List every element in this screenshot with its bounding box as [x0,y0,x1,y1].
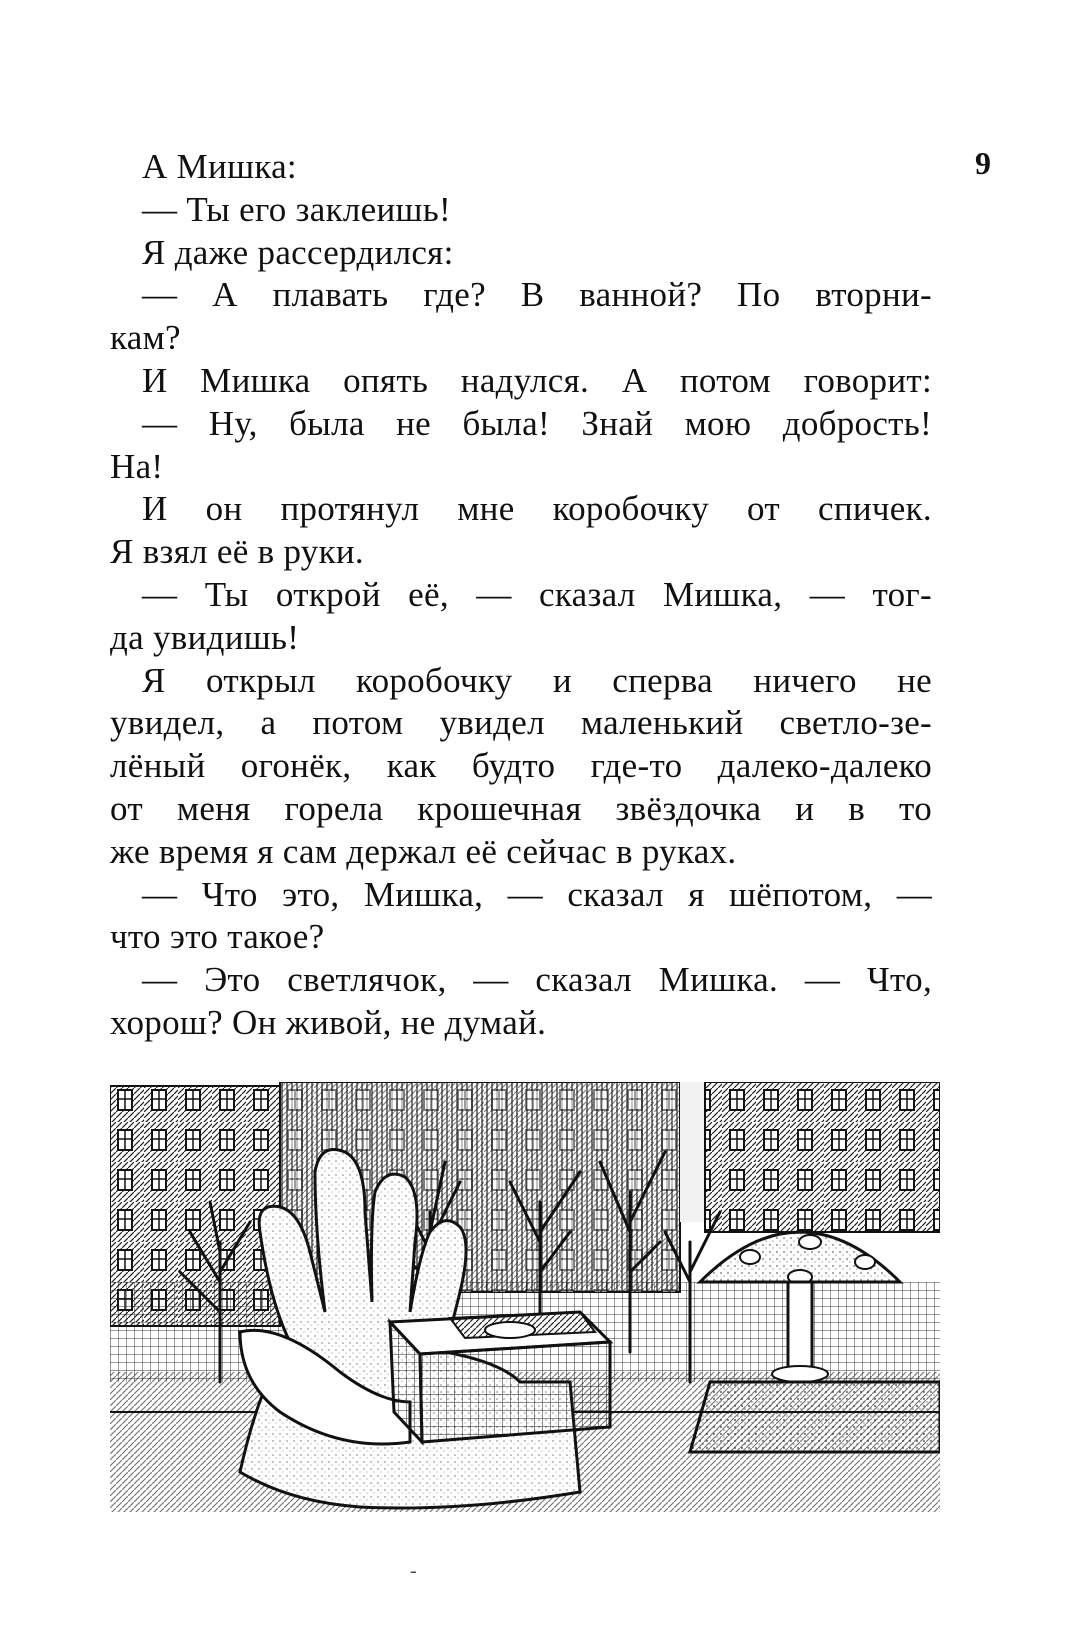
building-right [705,1082,940,1232]
text-line: Я даже рассердился: [142,232,454,272]
text-line: лёный огонёк, как будто где-то далеко-далеко [110,746,932,786]
text-line: Я открыл коробочку и сперва ничего не [142,660,932,700]
illustration-hand-with-matchbox [110,1082,940,1512]
ink-drawing [110,1082,940,1512]
text-line: же время я сам держал её сейчас в руках. [110,831,737,871]
text-line: — Ну, была не была! Знай мою доброcть! [142,403,932,443]
text-line: что это такое? [110,917,325,957]
page-number: 9 [975,145,991,181]
text-line: — Это светлячок, — сказал Мишка. — Что, [142,960,932,1000]
matchbox [390,1312,610,1442]
text-line: да увидишь! [110,617,300,657]
story-text [110,146,932,1045]
text-line: — А плавать где? В ванной? По вторни- [142,275,932,315]
text-line: кам? [110,318,181,358]
text-line: увидел, а потом увидел маленький светло-зе- [110,703,932,743]
text-line: — Ты открой её, — сказал Мишка, — тог- [142,574,932,614]
text-line: И Мишка опять надулся. А потом говорит: [142,360,932,400]
text-line: от меня горела крошечная звёздочка и в то [110,788,932,828]
text-line: На! [110,446,164,486]
text-line: — Что это, Мишка, — сказал я шёпотом, — [142,874,932,914]
text-line: Я взял её в руки. [110,532,364,572]
text-line: А Мишка: [142,147,297,186]
text-line: — Ты его заклеишь! [142,189,451,229]
text-line: И он протянул мне коробочку от спичек. [142,489,932,529]
footer-mark: - [410,1560,417,1582]
text-line: хорош? Он живой, не думай. [110,1002,547,1042]
